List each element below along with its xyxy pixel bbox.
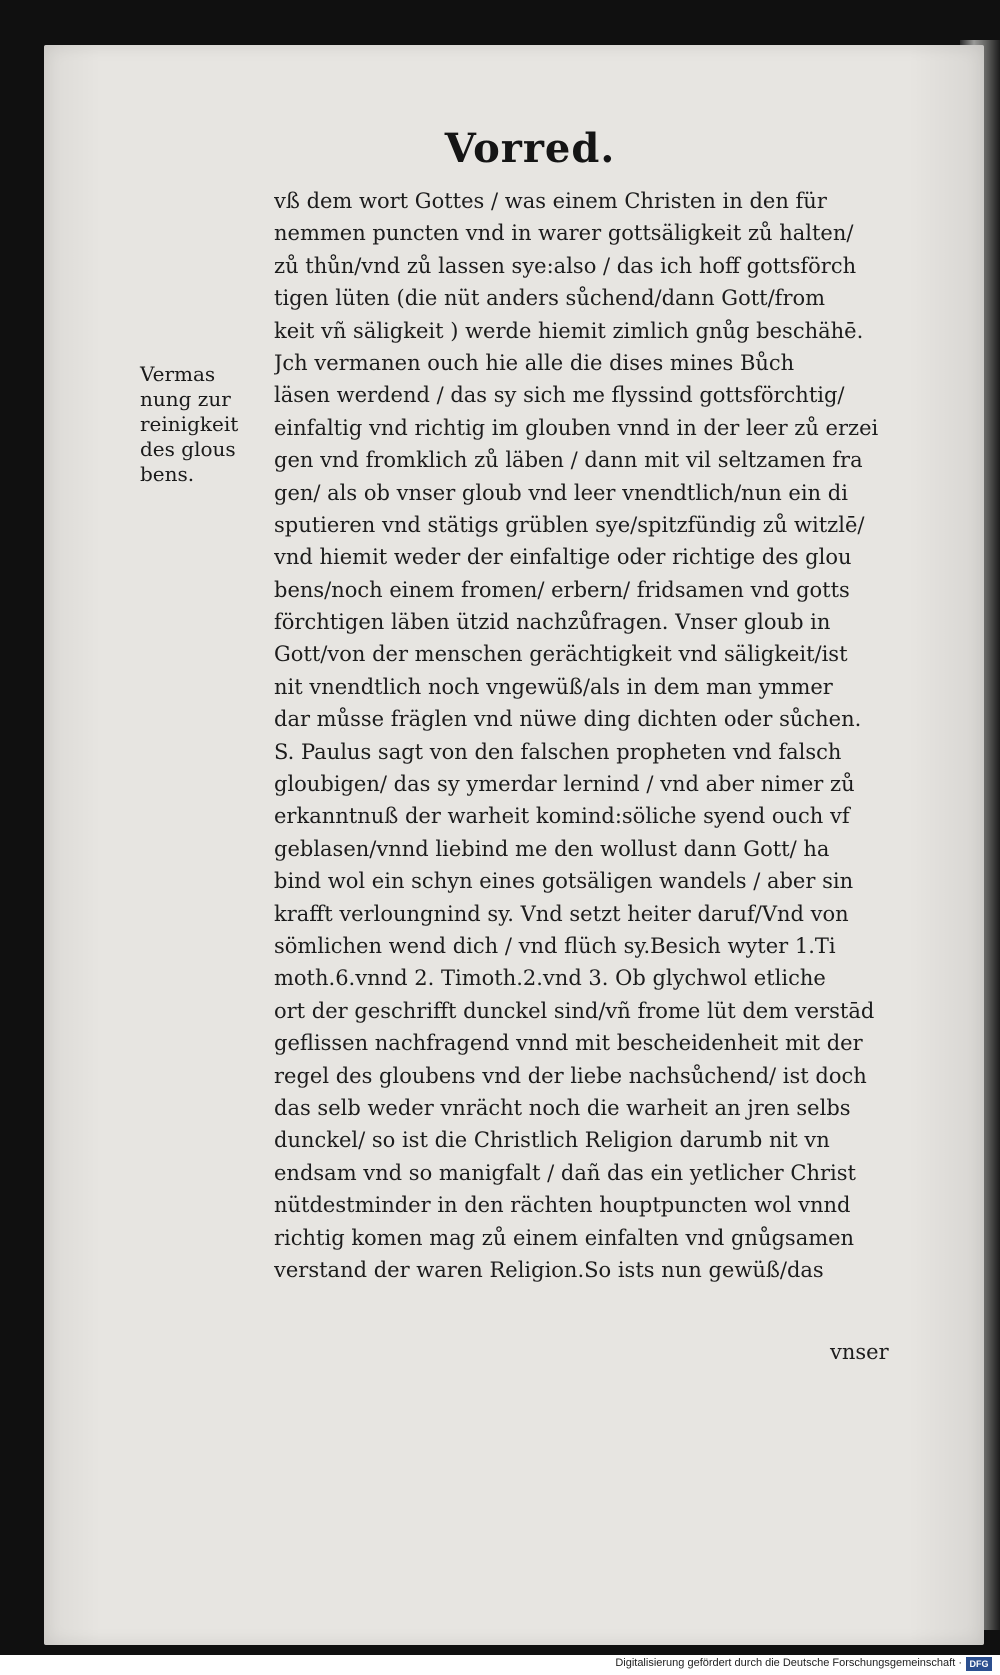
body-text — [274, 185, 924, 1286]
text-line: zů thůn/vnd zů lassen sye:also / das ich hoff gottsförch — [274, 253, 857, 278]
text-line: vß dem wort Gottes / was einem Christen in den für — [274, 189, 827, 213]
text-line: dar můsse fräglen vnd nüwe ding dichten oder sůchen. — [274, 707, 862, 732]
text-line: verstand der waren Religion.So ists nun gewüß/das — [274, 1257, 824, 1282]
page-title: Vorred. — [444, 125, 616, 172]
text-line: sputieren vnd stätigs grüblen sye/spitzfündig zů witzlē/ — [274, 512, 865, 537]
text-line: regel des gloubens vnd der liebe nachsůchend/ ist doch — [274, 1063, 867, 1088]
text-line: Jch vermanen ouch hie alle die dises mines Bůch — [274, 350, 795, 375]
marginal-note-line: des glous — [140, 437, 236, 461]
text-line: vnd hiemit weder der einfaltige oder richtige des glou — [274, 545, 852, 570]
text-line: krafft verloungnind sy. Vnd setzt heiter daruf/Vnd von — [274, 901, 849, 926]
text-line: ort der geschrifft dunckel sind/vñ frome lüt dem verstād — [274, 998, 875, 1023]
text-line: bens/noch einem fromen/ erbern/ fridsamen vnd gotts — [274, 577, 850, 602]
marginal-note — [140, 362, 260, 487]
catchword: vnser — [830, 1340, 889, 1364]
text-line: gloubigen/ das sy ymerdar lernind / vnd aber nimer zů — [274, 772, 855, 797]
text-line: bind wol ein schyn eines gotsäligen wandels / aber sin — [274, 869, 854, 894]
marginal-note-line: bens. — [140, 462, 195, 486]
text-line: endsam vnd so manigfalt / dañ das ein yetlicher Christ — [274, 1160, 856, 1185]
text-line: richtig komen mag zů einem einfalten vnd gnůgsamen — [274, 1225, 855, 1250]
dfg-logo-icon: DFG — [966, 1657, 992, 1671]
text-line: geflissen nachfragend vnnd mit bescheidenheit mit der — [274, 1031, 863, 1056]
text-line: dunckel/ so ist die Christlich Religion darumb nit vn — [274, 1128, 830, 1153]
text-line: nütdestminder in den rächten houptpuncten wol vnnd — [274, 1193, 851, 1218]
text-line: geblasen/vnnd liebind me den wollust dann Gott/ ha — [274, 836, 830, 861]
text-line: das selb weder vnrächt noch die warheit an jren selbs — [274, 1095, 851, 1120]
text-line: einfaltig vnd richtig im glouben vnnd in der leer zů erzei — [274, 415, 879, 440]
text-line: nit vnendtlich noch vngewüß/als in dem man ymmer — [274, 674, 833, 699]
text-line: Gott/von der menschen gerächtigkeit vnd säligkeit/ist — [274, 642, 848, 667]
text-line: nemmen puncten vnd in warer gottsäligkeit zů halten/ — [274, 221, 854, 246]
digitization-credit: Digitalisierung gefördert durch die Deutsche Forschungsgemeinschaft · — [615, 1657, 962, 1669]
text-line: keit vñ säligkeit ) werde hiemit zimlich gnůg beschähē. — [274, 318, 864, 343]
marginal-note-line: reinigkeit — [140, 412, 239, 436]
marginal-note-line: Vermas — [140, 362, 216, 386]
text-line: S. Paulus sagt von den falschen propheten vnd falsch — [274, 739, 842, 764]
text-line: gen/ als ob vnser gloub vnd leer vnendtlich/nun ein di — [274, 480, 848, 505]
text-line: erkanntnuß der warheit komind:söliche syend ouch vf — [274, 804, 850, 829]
text-line: tigen lüten (die nüt anders sůchend/dann Gott/from — [274, 286, 826, 311]
text-line: sömlichen wend dich / vnd flüch sy.Besich wyter 1.Ti — [274, 933, 836, 958]
text-line: förchtigen läben ützid nachzůfragen. Vnser gloub in — [274, 610, 831, 635]
marginal-note-line: nung zur — [140, 387, 231, 411]
text-line: moth.6.vnnd 2. Timoth.2.vnd 3. Ob glychwol etliche — [274, 966, 826, 991]
text-line: gen vnd fromklich zů läben / dann mit vil seltzamen fra — [274, 448, 863, 473]
text-line: läsen werdend / das sy sich me flyssind gottsförchtig/ — [274, 383, 845, 408]
